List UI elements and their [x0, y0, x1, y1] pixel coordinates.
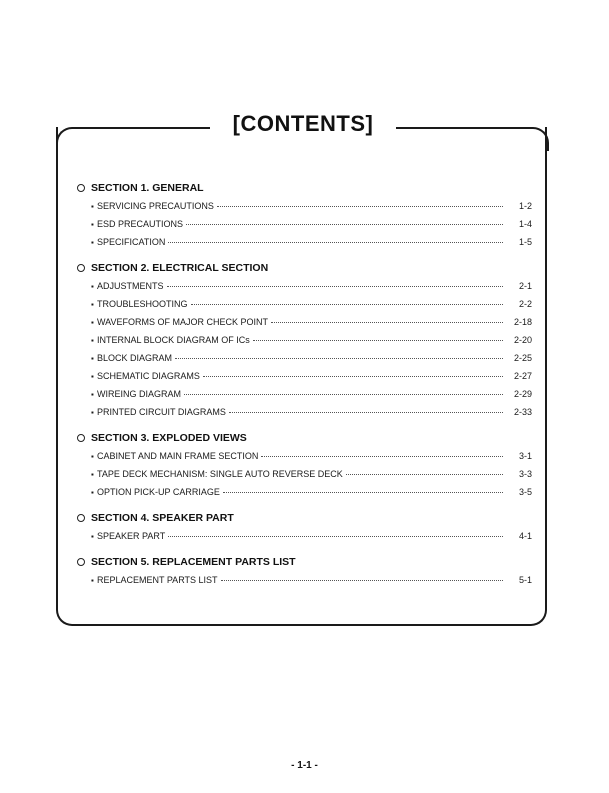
bullet-icon: ▪	[91, 282, 94, 291]
bullet-icon: ▪	[91, 300, 94, 309]
dot-leader	[229, 412, 503, 413]
toc-entry[interactable]	[76, 281, 532, 299]
bullet-icon: ▪	[91, 238, 94, 247]
bullet-icon: ▪	[91, 470, 94, 479]
bullet-icon: ▪	[91, 372, 94, 381]
dot-leader	[186, 224, 503, 225]
dot-leader	[253, 340, 503, 341]
section-heading[interactable]	[76, 554, 532, 570]
toc-entry[interactable]	[76, 371, 532, 389]
dot-leader	[261, 456, 503, 457]
toc-entry-page-number: 3-3	[518, 469, 532, 479]
toc-entry-label: ESD PRECAUTIONS	[97, 219, 184, 229]
toc-entry-page-number: 3-1	[518, 451, 532, 461]
bullet-icon: ▪	[91, 354, 94, 363]
open-circle-icon	[77, 558, 85, 566]
toc-entry[interactable]	[76, 389, 532, 407]
bullet-icon: ▪	[91, 202, 94, 211]
toc-entry[interactable]	[76, 531, 532, 549]
toc-entry-page-number: 2-18	[513, 317, 532, 327]
bullet-icon: ▪	[91, 488, 94, 497]
toc-entry[interactable]	[76, 487, 532, 505]
bullet-icon: ▪	[91, 576, 94, 585]
table-of-contents	[76, 180, 532, 598]
toc-section	[76, 260, 532, 425]
bullet-icon: ▪	[91, 390, 94, 399]
toc-entry-label: SERVICING PRECAUTIONS	[97, 201, 214, 211]
title-rule-right	[396, 127, 528, 129]
toc-entry-page-number: 1-2	[518, 201, 532, 211]
bullet-icon: ▪	[91, 408, 94, 417]
toc-entry[interactable]	[76, 335, 532, 353]
dot-leader	[175, 358, 503, 359]
dot-leader	[346, 474, 503, 475]
toc-entry-label: BLOCK DIAGRAM	[97, 353, 173, 363]
open-circle-icon	[77, 434, 85, 442]
dot-leader	[191, 304, 503, 305]
toc-entry[interactable]	[76, 317, 532, 335]
toc-entry-label: SCHEMATIC DIAGRAMS	[97, 371, 200, 381]
toc-entry-page-number: 2-25	[513, 353, 532, 363]
dot-leader	[168, 242, 503, 243]
section-heading-text: SECTION 4. SPEAKER PART	[91, 512, 234, 524]
toc-entry-label: INTERNAL BLOCK DIAGRAM OF ICs	[97, 335, 250, 345]
toc-entry-page-number: 4-1	[518, 531, 532, 541]
toc-entry-label: WIREING DIAGRAM	[97, 389, 182, 399]
bullet-icon: ▪	[91, 532, 94, 541]
open-circle-icon	[77, 264, 85, 272]
dot-leader	[203, 376, 503, 377]
toc-entry-page-number: 1-4	[518, 219, 532, 229]
toc-entry-page-number: 2-2	[518, 299, 532, 309]
toc-entry-page-number: 2-27	[513, 371, 532, 381]
toc-entry-label: SPEAKER PART	[97, 531, 166, 541]
section-heading-text: SECTION 2. ELECTRICAL SECTION	[91, 262, 269, 274]
open-circle-icon	[77, 514, 85, 522]
bullet-icon: ▪	[91, 318, 94, 327]
toc-entry[interactable]	[76, 299, 532, 317]
dot-leader	[184, 394, 503, 395]
bullet-icon: ▪	[91, 452, 94, 461]
toc-entry-label: PRINTED CIRCUIT DIAGRAMS	[97, 407, 226, 417]
toc-entry-label: REPLACEMENT PARTS LIST	[97, 575, 218, 585]
dot-leader	[271, 322, 503, 323]
toc-entry-label: ADJUSTMENTS	[97, 281, 164, 291]
toc-entry-label: OPTION PICK-UP CARRIAGE	[97, 487, 220, 497]
dot-leader	[167, 286, 503, 287]
section-heading-text: SECTION 1. GENERAL	[91, 182, 204, 194]
open-circle-icon	[77, 184, 85, 192]
toc-entry[interactable]	[76, 407, 532, 425]
toc-entry-label: SPECIFICATION	[97, 237, 166, 247]
page-footer: - 1-1 -	[291, 760, 318, 771]
toc-entry-page-number: 2-33	[513, 407, 532, 417]
toc-section	[76, 180, 532, 255]
toc-entry-label: CABINET AND MAIN FRAME SECTION	[97, 451, 259, 461]
toc-entry-page-number: 2-1	[518, 281, 532, 291]
toc-section	[76, 510, 532, 549]
dot-leader	[168, 536, 503, 537]
toc-entry[interactable]	[76, 201, 532, 219]
toc-entry[interactable]	[76, 575, 532, 593]
dot-leader	[217, 206, 503, 207]
bullet-icon: ▪	[91, 336, 94, 345]
title-rule-left	[78, 127, 210, 129]
toc-entry-label: TAPE DECK MECHANISM: SINGLE AUTO REVERSE DECK	[97, 469, 343, 479]
toc-entry-page-number: 5-1	[518, 575, 532, 585]
toc-entry[interactable]	[76, 451, 532, 469]
toc-entry[interactable]	[76, 237, 532, 255]
section-heading[interactable]	[76, 510, 532, 526]
bullet-icon: ▪	[91, 220, 94, 229]
toc-entry-page-number: 2-29	[513, 389, 532, 399]
section-heading-text: SECTION 3. EXPLODED VIEWS	[91, 432, 247, 444]
toc-entry-label: WAVEFORMS OF MAJOR CHECK POINT	[97, 317, 269, 327]
page-title: [CONTENTS]	[232, 111, 374, 136]
toc-entry[interactable]	[76, 353, 532, 371]
toc-entry-label: TROUBLESHOOTING	[97, 299, 188, 309]
section-heading[interactable]	[76, 260, 532, 276]
toc-entry-page-number: 1-5	[518, 237, 532, 247]
dot-leader	[223, 492, 503, 493]
toc-entry[interactable]	[76, 469, 532, 487]
dot-leader	[221, 580, 503, 581]
section-heading[interactable]	[76, 180, 532, 196]
section-heading[interactable]	[76, 430, 532, 446]
toc-entry-page-number: 2-20	[513, 335, 532, 345]
section-heading-text: SECTION 5. REPLACEMENT PARTS LIST	[91, 556, 296, 568]
toc-section	[76, 554, 532, 593]
toc-section	[76, 430, 532, 505]
toc-entry[interactable]	[76, 219, 532, 237]
toc-entry-page-number: 3-5	[518, 487, 532, 497]
